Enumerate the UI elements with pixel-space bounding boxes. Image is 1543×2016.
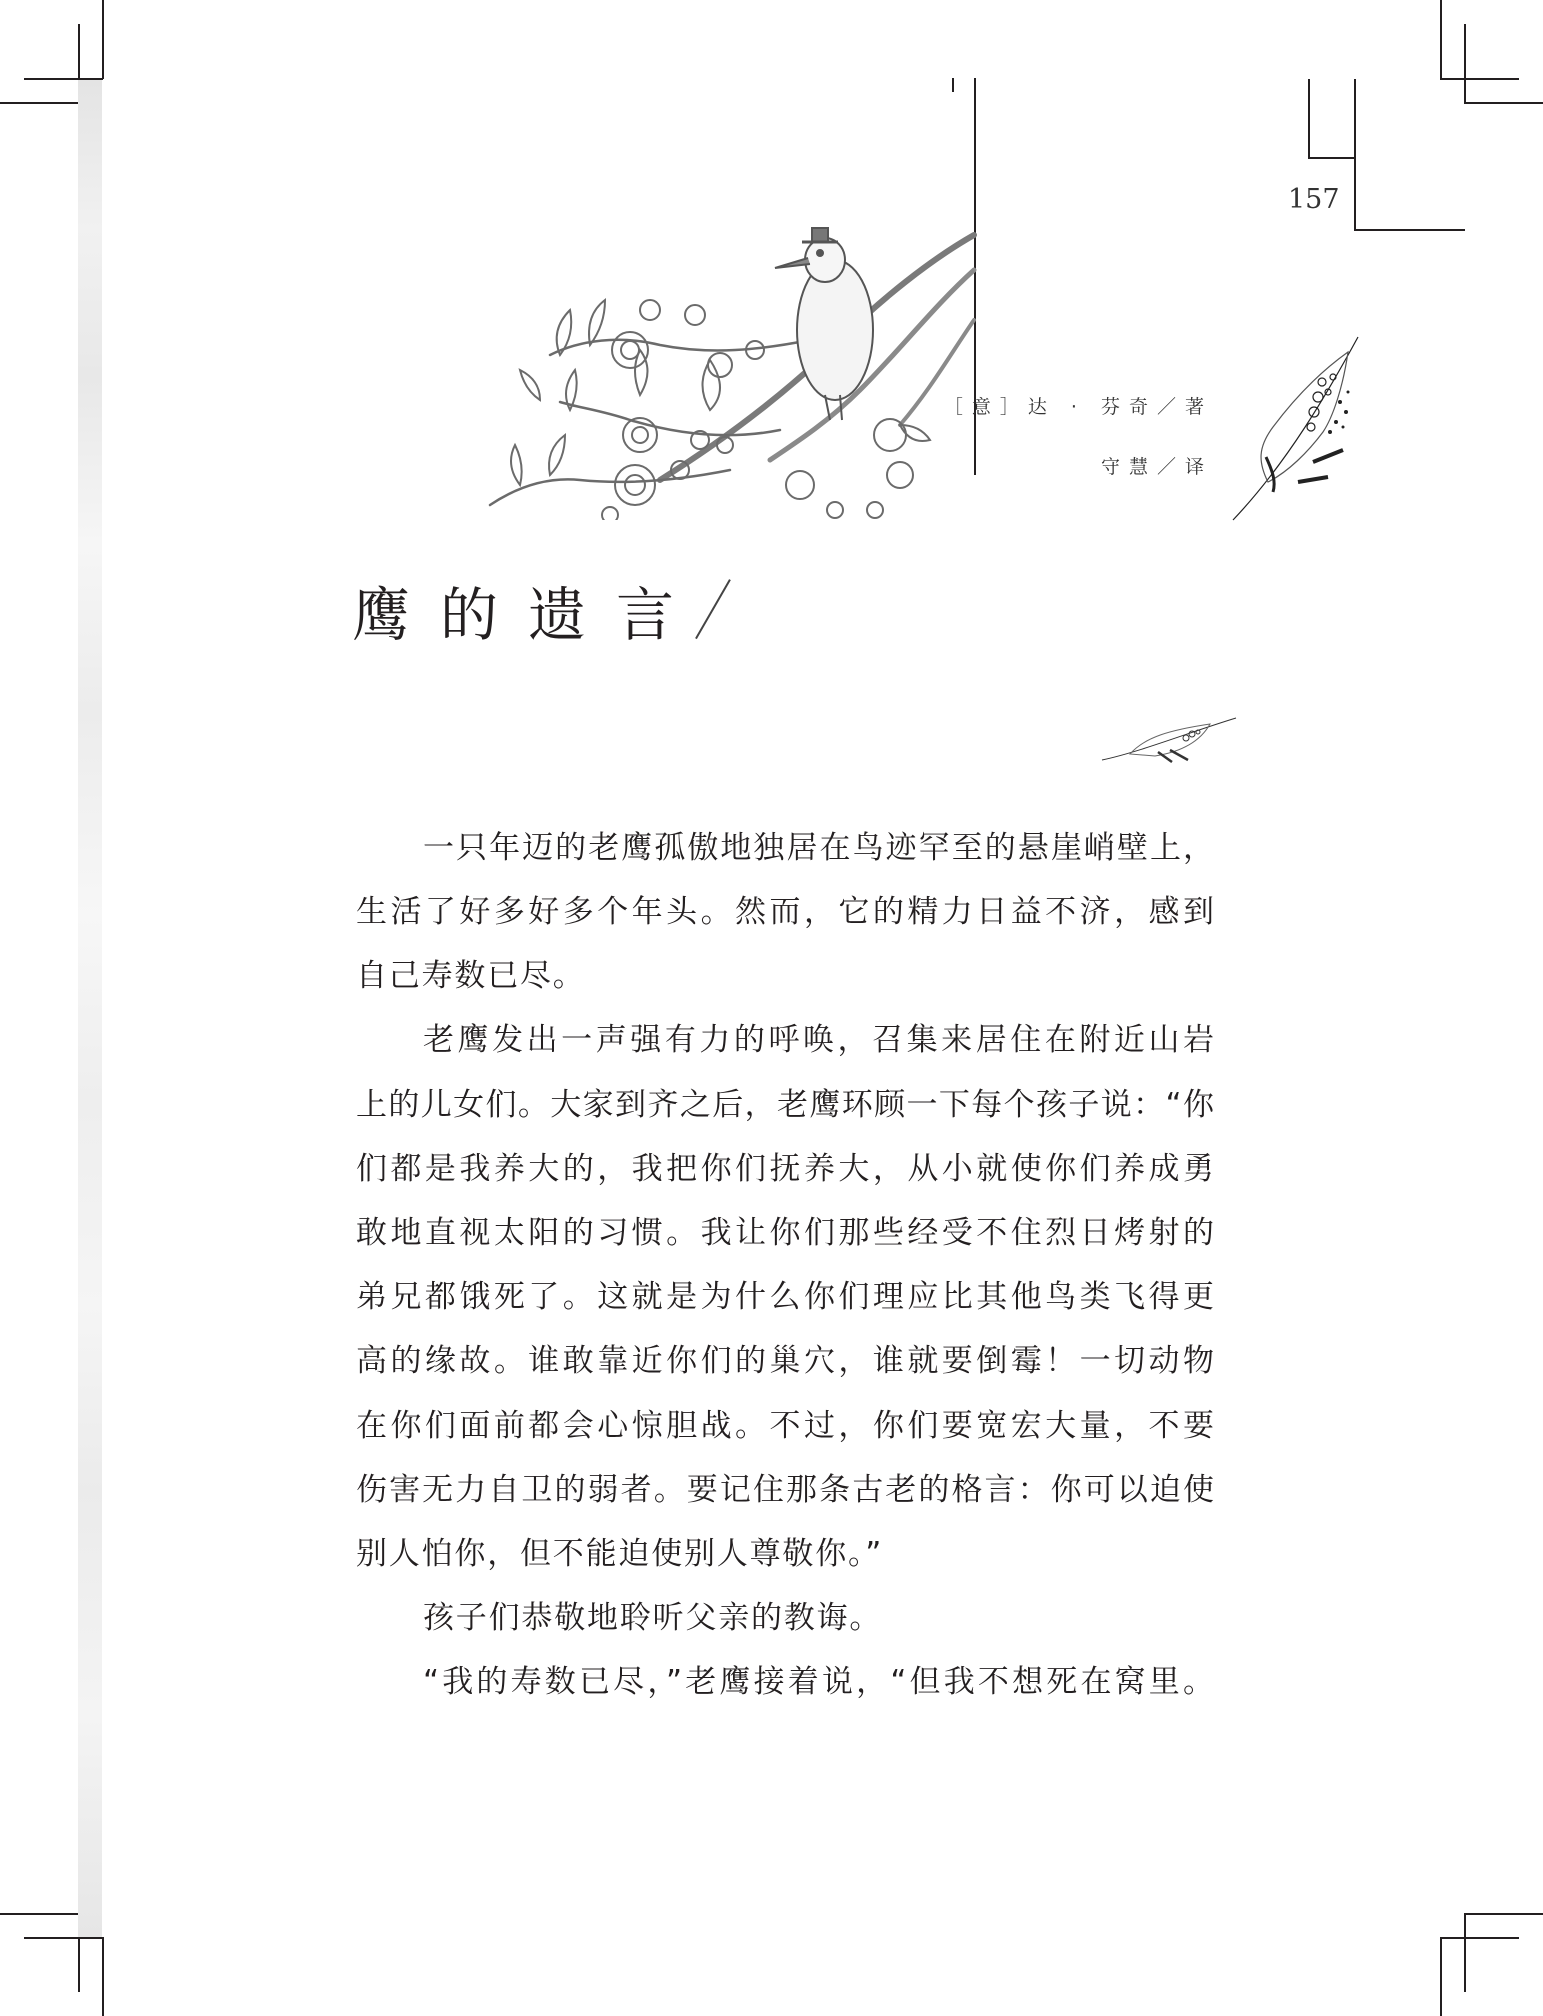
frame-line — [1354, 229, 1465, 231]
body-line: 老鹰发出一声强有力的呼唤，召集来居住在附近山岩 — [423, 1022, 1214, 1058]
feather-small-icon — [1100, 712, 1238, 764]
crop-mark — [1440, 1937, 1519, 1939]
crop-mark — [0, 1913, 79, 1915]
crop-mark — [1464, 1913, 1466, 1992]
crop-mark — [1440, 1937, 1442, 2016]
body-line: 别人怕你，但不能迫使别人尊敬你。” — [356, 1536, 884, 1572]
crop-mark — [102, 0, 104, 79]
crop-mark — [1464, 24, 1466, 102]
body-line: 敢地直视太阳的习惯。我让你们那些经受不住烈日烤射的 — [356, 1215, 1214, 1251]
frame-line — [1308, 157, 1354, 159]
body-line: “我的寿数已尽，”老鹰接着说，“但我不想死在窝里。 — [423, 1664, 1214, 1700]
crop-mark — [1464, 1913, 1543, 1915]
frame-line — [1354, 79, 1356, 229]
feather-icon — [1228, 332, 1363, 524]
crop-mark — [1440, 78, 1519, 80]
page-edge-texture — [78, 80, 102, 1937]
body-line: 们都是我养大的，我把你们抚养大，从小就使你们养成勇 — [356, 1151, 1214, 1187]
body-line: 在你们面前都会心惊胆战。不过，你们要宽宏大量，不要 — [356, 1408, 1214, 1444]
body-line: 弟兄都饿死了。这就是为什么你们理应比其他鸟类飞得更 — [356, 1279, 1214, 1315]
body-line: 高的缘故。谁敢靠近你们的巢穴，谁就要倒霉！一切动物 — [356, 1343, 1214, 1379]
body-line: 上的儿女们。大家到齐之后，老鹰环顾一下每个孩子说：“你 — [356, 1087, 1214, 1123]
translator-line: 守慧／译 — [1100, 456, 1213, 478]
crop-mark — [0, 102, 79, 104]
body-line: 伤害无力自卫的弱者。要记住那条古老的格言：你可以迫使 — [356, 1472, 1214, 1508]
crop-mark — [102, 1937, 104, 2016]
body-line: 生活了好多好多个年头。然而，它的精力日益不济，感到 — [356, 894, 1214, 930]
page-number: 157 — [1288, 184, 1340, 215]
page-title: 鹰的遗言 — [352, 581, 705, 649]
crop-mark — [1440, 0, 1442, 79]
body-line: 孩子们恭敬地聆听父亲的教诲。 — [423, 1600, 883, 1636]
crop-mark — [1464, 102, 1543, 104]
header-tick — [952, 78, 954, 92]
frame-line — [1308, 79, 1310, 157]
bird-branch-illustration — [480, 140, 980, 520]
crop-mark — [24, 1937, 103, 1939]
body-line: 一只年迈的老鹰孤傲地独居在鸟迹罕至的悬崖峭壁上， — [423, 830, 1214, 866]
body-line: 自己寿数已尽。 — [356, 958, 586, 994]
author-line: ［意］达 · 芬奇／著 — [943, 396, 1213, 418]
